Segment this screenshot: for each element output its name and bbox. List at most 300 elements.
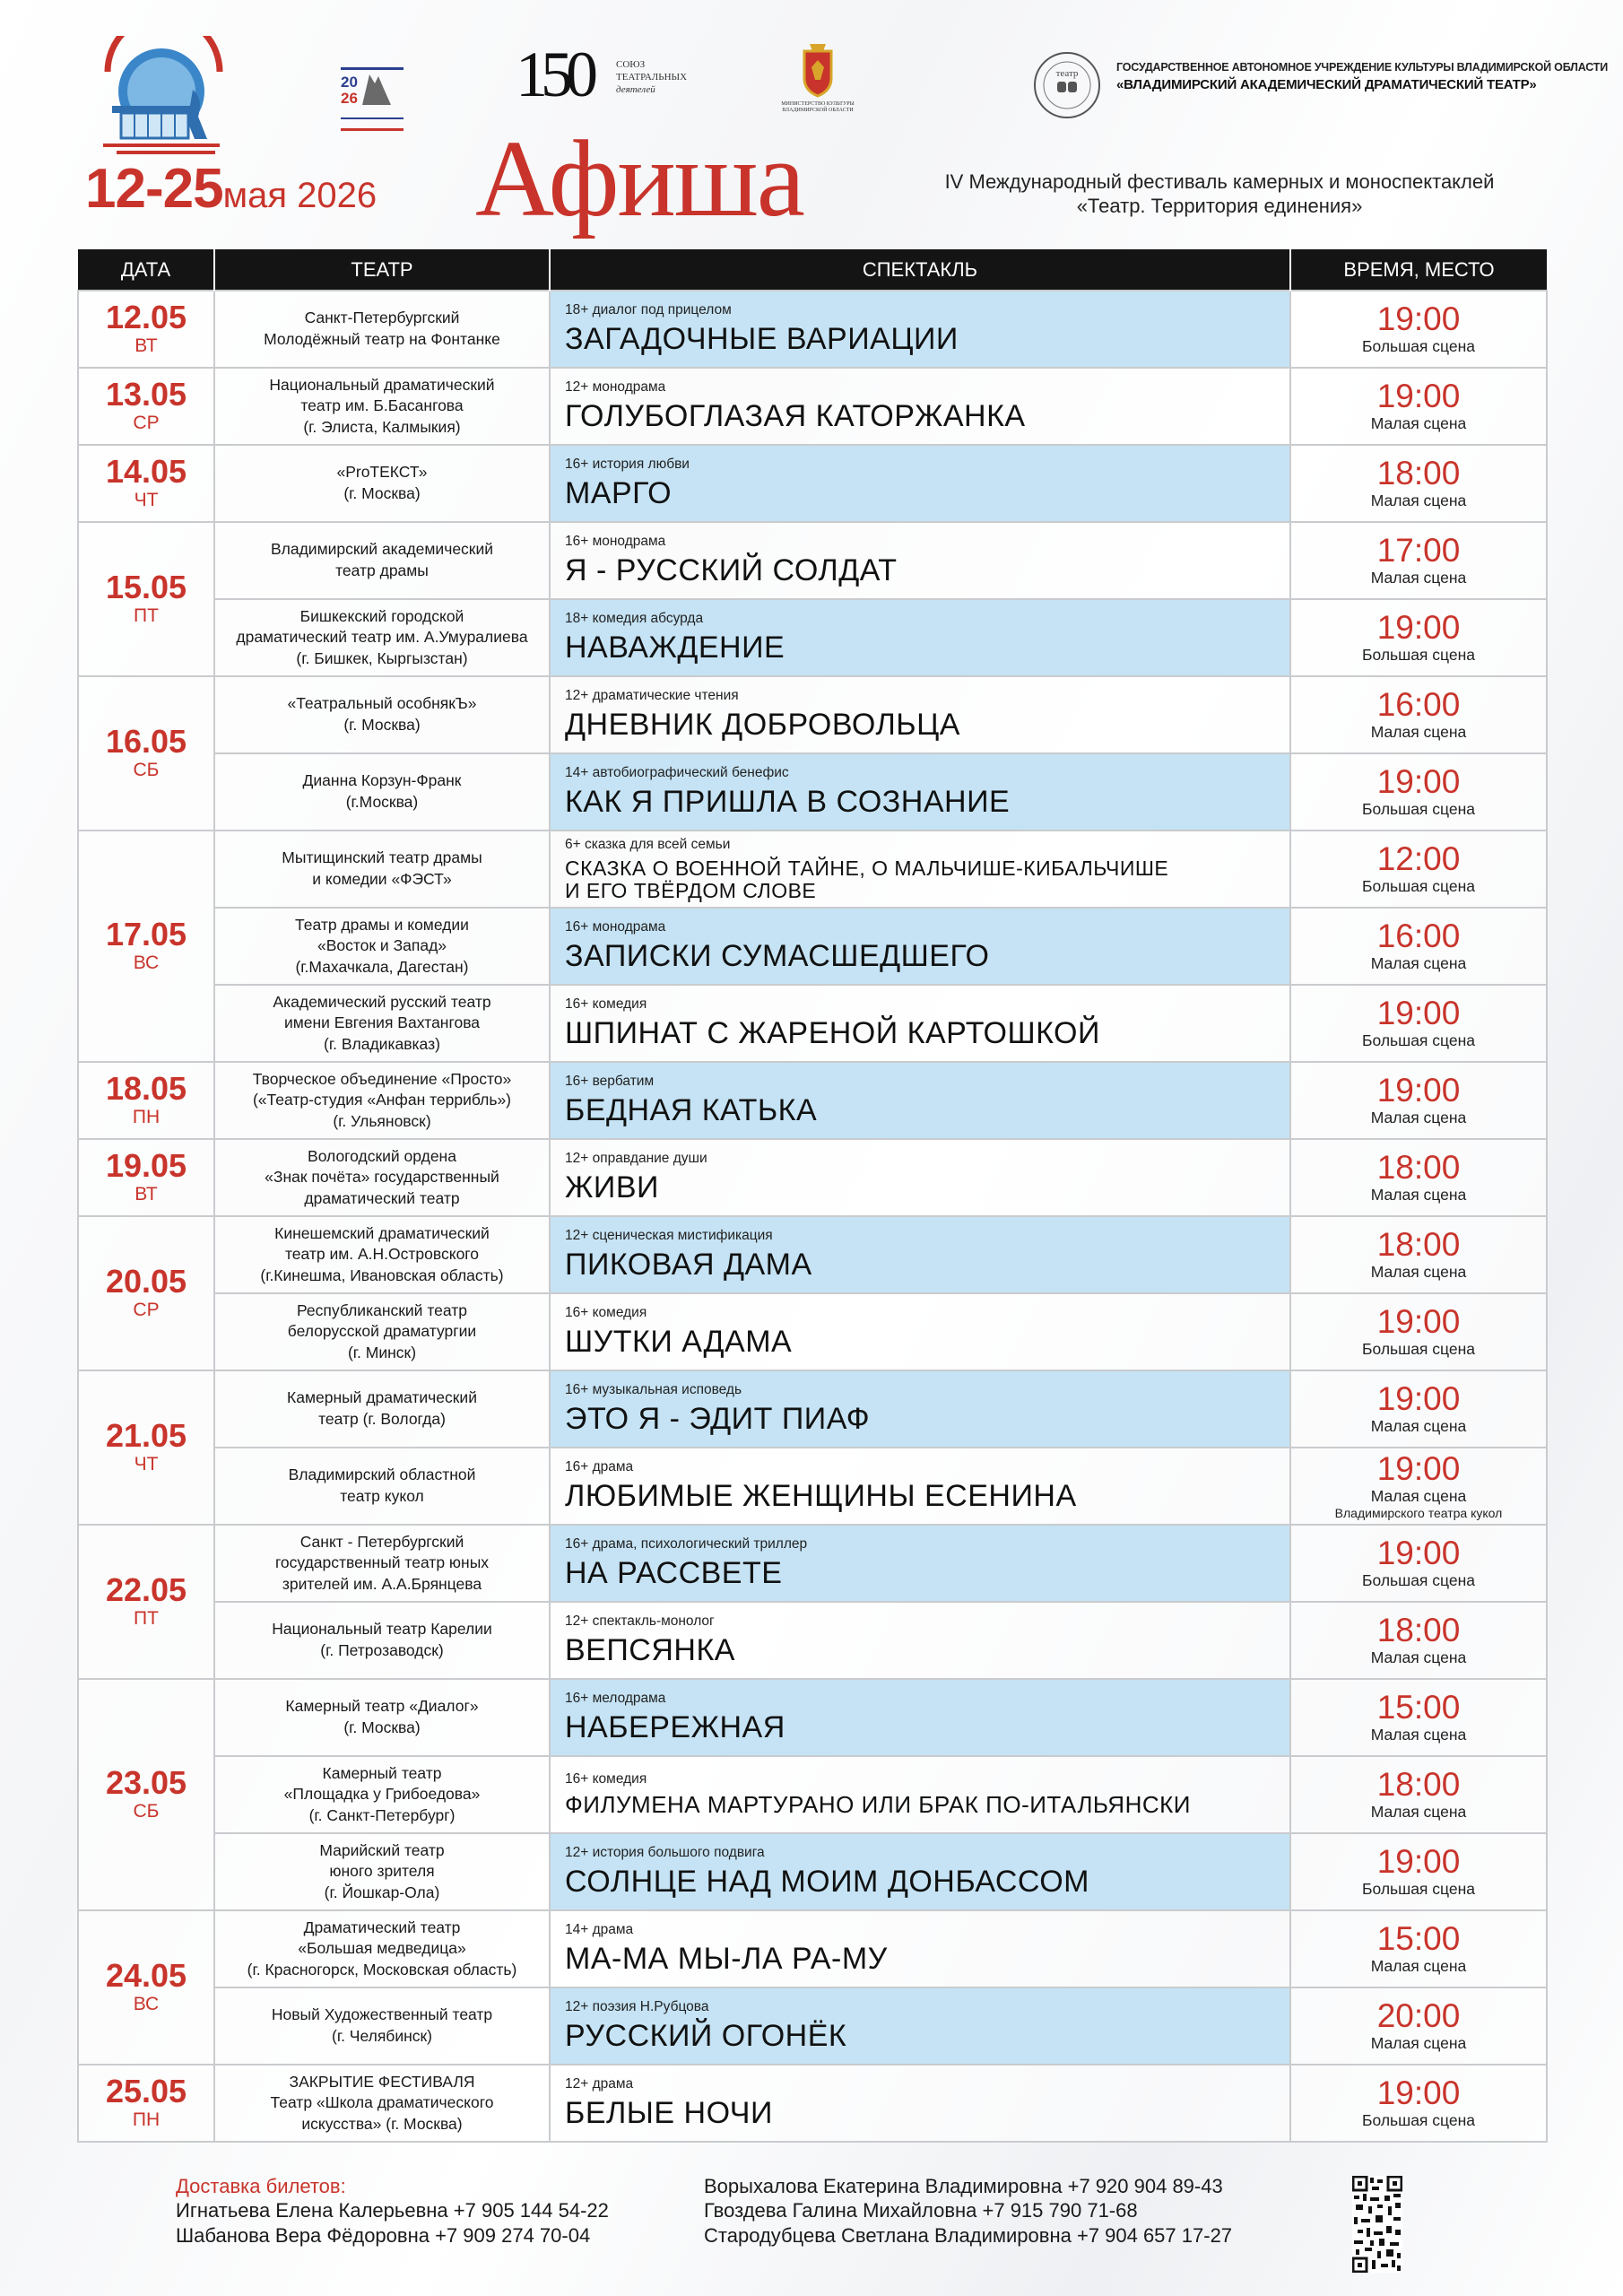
venue: Малая сцена	[1370, 1263, 1467, 1281]
date-cell	[78, 676, 214, 831]
time-venue-cell	[1290, 676, 1547, 753]
theatre-name: «Театральный особнякЪ» (г. Москва)	[287, 694, 477, 734]
schedule-row	[78, 1216, 1547, 1293]
play-genre: 6+ сказка для всей семьи	[565, 837, 731, 853]
theatre-name: Марийский театр юного зрителя (г. Йошкар-Ола)	[319, 1840, 445, 1901]
schedule-header-row	[78, 249, 1547, 291]
festival-name-line1: IV Международный фестиваль камерных и моноспектаклей	[944, 170, 1495, 193]
schedule-row	[78, 985, 1547, 1062]
theatre-name: Национальный драматический театр им. Б.Басангова (г. Элиста, Калмыкия)	[269, 375, 495, 436]
festival-logo	[85, 36, 247, 161]
theatre-cell	[214, 1833, 550, 1910]
date-cell	[78, 522, 214, 676]
schedule-row	[78, 445, 1547, 522]
play-cell	[550, 1679, 1290, 1756]
theatre-cell	[214, 599, 550, 676]
play-genre: 16+ драма	[565, 1458, 634, 1474]
time-venue-cell	[1290, 445, 1547, 522]
play-genre: 16+ монодрама	[565, 918, 666, 935]
start-time: 16:00	[1376, 918, 1461, 954]
play-genre: 14+ драма	[565, 1921, 634, 1937]
venue: Большая сцена	[1362, 1880, 1475, 1898]
start-time: 18:00	[1376, 1149, 1461, 1186]
theatre-cell	[214, 985, 550, 1062]
start-time: 19:00	[1376, 1450, 1461, 1487]
play-title: ЗАГАДОЧНЫЕ ВАРИАЦИИ	[565, 321, 959, 356]
footer	[0, 2170, 1623, 2296]
date-cell	[78, 445, 214, 522]
play-cell	[550, 445, 1290, 522]
time-venue-cell	[1290, 1602, 1547, 1679]
play-cell	[550, 1987, 1290, 2065]
schedule-row	[78, 368, 1547, 445]
play-genre: 16+ вербатим	[565, 1073, 655, 1089]
start-time: 19:00	[1376, 995, 1461, 1031]
year-of-unity-logo	[341, 67, 404, 132]
date-cell	[78, 1679, 214, 1910]
venue: Большая сцена	[1362, 800, 1475, 818]
start-time: 20:00	[1376, 1997, 1461, 2034]
date-value: 18.05	[105, 1070, 187, 1107]
start-time: 19:00	[1376, 2074, 1461, 2111]
start-time: 19:00	[1376, 1843, 1461, 1880]
time-venue-cell	[1290, 1987, 1547, 2065]
venue: Большая сцена	[1362, 646, 1475, 664]
time-venue-cell	[1290, 1216, 1547, 1293]
date-value: 20.05	[105, 1263, 187, 1300]
start-time: 15:00	[1376, 1689, 1461, 1726]
play-genre: 12+ драма	[565, 2075, 634, 2092]
theatre-cell	[214, 2065, 550, 2142]
theatre-cell	[214, 1216, 550, 1293]
play-cell	[550, 1448, 1290, 1525]
theatre-cell	[214, 291, 550, 368]
schedule-row	[78, 1370, 1547, 1448]
schedule-row	[78, 1679, 1547, 1756]
date-value: 21.05	[105, 1417, 187, 1454]
schedule-table	[77, 249, 1548, 2143]
play-cell	[550, 1756, 1290, 1833]
play-cell	[550, 1525, 1290, 1602]
play-title: ГОЛУБОГЛАЗАЯ КАТОРЖАНКА	[565, 398, 1026, 433]
column-header-theatre: ТЕАТР	[214, 249, 550, 291]
play-title: ПИКОВАЯ ДАМА	[565, 1247, 812, 1282]
play-genre: 12+ поэзия Н.Рубцова	[565, 1998, 709, 2014]
play-cell	[550, 985, 1290, 1062]
theatre-cell	[214, 1756, 550, 1833]
theatre-cell	[214, 368, 550, 445]
start-time: 19:00	[1376, 378, 1461, 414]
column-header-time-venue: ВРЕМЯ, МЕСТО	[1290, 249, 1547, 291]
contact-line: Гвоздева Галина Михайловна +7 915 790 71-68	[704, 2199, 1138, 2222]
venue: Малая сцена	[1370, 414, 1467, 432]
theatre-name: Владимирский областной театр кукол	[288, 1465, 476, 1505]
play-title: ДНЕВНИК ДОБРОВОЛЬЦА	[565, 707, 960, 742]
play-cell	[550, 1216, 1290, 1293]
schedule-row	[78, 1448, 1547, 1525]
schedule-row	[78, 1062, 1547, 1139]
contact-line: Ворыхалова Екатерина Владимировна +7 920 904 89-43	[704, 2175, 1223, 2197]
svg-text:СОЮЗ: СОЮЗ	[616, 59, 646, 70]
time-venue-cell	[1290, 522, 1547, 599]
venue: Малая сцена	[1370, 569, 1467, 587]
venue: Большая сцена	[1362, 2111, 1475, 2129]
play-cell	[550, 291, 1290, 368]
theatre-name: Кинешемский драматический театр им. А.Н.Островского (г.Кинешма, Ивановская область)	[260, 1223, 504, 1284]
play-title: НАБЕРЕЖНАЯ	[565, 1709, 785, 1744]
svg-text:театр: театр	[1055, 68, 1079, 79]
theatre-cell	[214, 1910, 550, 1987]
schedule-row	[78, 291, 1547, 368]
play-title: РУССКИЙ ОГОНЁК	[565, 2018, 847, 2053]
theatre-name: ЗАКРЫТИЕ ФЕСТИВАЛЯ Театр «Школа драматического искусства» (г. Москва)	[270, 2072, 494, 2133]
start-time: 19:00	[1376, 300, 1461, 337]
venue: Малая сцена	[1370, 1417, 1467, 1435]
time-venue-cell	[1290, 1370, 1547, 1448]
play-genre: 16+ драма, психологический триллер	[565, 1535, 808, 1552]
schedule-row	[78, 1987, 1547, 2065]
play-title: ЖИВИ	[565, 1170, 659, 1205]
venue: Большая сцена	[1362, 877, 1475, 895]
weekday: ПН	[132, 1107, 161, 1127]
venue: Малая сцена	[1370, 723, 1467, 741]
theatre-cell	[214, 1062, 550, 1139]
start-time: 15:00	[1376, 1920, 1461, 1957]
theatre-cell	[214, 1602, 550, 1679]
time-venue-cell	[1290, 368, 1547, 445]
theatre-name: Драматический театр «Большая медведица» (г. Красногорск, Московская область)	[247, 1918, 517, 1979]
play-cell	[550, 368, 1290, 445]
time-venue-cell	[1290, 1139, 1547, 1216]
play-genre: 16+ музыкальная исповедь	[565, 1381, 742, 1397]
venue: Большая сцена	[1362, 337, 1475, 355]
start-time: 19:00	[1376, 1303, 1461, 1340]
theatre-cell	[214, 676, 550, 753]
venue: Малая сцена	[1370, 1726, 1467, 1744]
date-value: 24.05	[105, 1957, 187, 1994]
svg-text:26: 26	[341, 90, 358, 107]
play-cell	[550, 1293, 1290, 1370]
theatre-cell	[214, 908, 550, 985]
venue: Большая сцена	[1362, 1031, 1475, 1049]
date-value: 19.05	[105, 1147, 187, 1184]
theatre-cell	[214, 1370, 550, 1448]
theatre-cell	[214, 445, 550, 522]
date-cell	[78, 1910, 214, 2065]
date-cell	[78, 831, 214, 1062]
play-cell	[550, 753, 1290, 831]
time-venue-cell	[1290, 1910, 1547, 1987]
ticket-contacts-right	[704, 2174, 1232, 2248]
schedule-body	[78, 291, 1547, 2142]
svg-text:ТЕАТРАЛЬНЫХ: ТЕАТРАЛЬНЫХ	[616, 72, 688, 83]
schedule-row	[78, 1139, 1547, 1216]
venue: Малая сцена	[1370, 1648, 1467, 1666]
qr-code-icon[interactable]	[1352, 2176, 1402, 2273]
organization-name	[1116, 61, 1608, 92]
venue: Малая сцена	[1370, 1109, 1467, 1126]
theatre-name: «ProТЕКСТ» (г. Москва)	[336, 463, 428, 502]
play-genre: 16+ монодрама	[565, 533, 666, 549]
time-venue-cell	[1290, 1062, 1547, 1139]
venue: Большая сцена	[1362, 1571, 1475, 1589]
contact-line: Стародубцева Светлана Владимировна +7 904 657 17-27	[704, 2223, 1233, 2247]
play-title: ФИЛУМЕНА МАРТУРАНО ИЛИ БРАК ПО-ИТАЛЬЯНСКИ	[565, 1791, 1191, 1819]
play-title: МА-МА МЫ-ЛА РА-МУ	[565, 1941, 888, 1976]
venue: Малая сцена	[1370, 1487, 1467, 1505]
play-title: ВЕПСЯНКА	[565, 1632, 735, 1667]
start-time: 19:00	[1376, 763, 1461, 800]
venue: Малая сцена	[1370, 1957, 1467, 1975]
theatre-name: Национальный театр Карелии (г. Петрозаводск)	[272, 1620, 492, 1659]
weekday: ВТ	[135, 335, 158, 356]
schedule-row	[78, 1525, 1547, 1602]
theatre-name: Камерный театр «Диалог» (г. Москва)	[285, 1697, 479, 1736]
date-value: 16.05	[105, 723, 187, 760]
schedule-row	[78, 908, 1547, 985]
play-genre: 12+ история большого подвига	[565, 1844, 765, 1860]
time-venue-cell	[1290, 1293, 1547, 1370]
time-venue-cell	[1290, 1679, 1547, 1756]
play-genre: 16+ комедия	[565, 996, 647, 1012]
theatre-name: Бишкекский городской драматический театр им. А.Умуралиева (г. Бишкек, Кыргызстан)	[236, 606, 528, 667]
page-header	[0, 0, 1623, 242]
play-title: НА РАССВЕТЕ	[565, 1555, 783, 1590]
ministry-coat-of-arms-logo	[767, 40, 870, 112]
ticket-delivery	[176, 2174, 609, 2248]
play-cell	[550, 908, 1290, 985]
play-title: НАВАЖДЕНИЕ	[565, 630, 785, 665]
play-title: ШУТКИ АДАМА	[565, 1324, 793, 1359]
weekday: ПТ	[134, 605, 159, 626]
theatre-name: Санкт - Петербургский государственный театр юных зрителей им. А.А.Брянцева	[274, 1532, 490, 1593]
time-venue-cell	[1290, 1448, 1547, 1525]
theatre-name: Республиканский театр белорусской драматургии (г. Минск)	[287, 1300, 477, 1361]
time-venue-cell	[1290, 291, 1547, 368]
start-time: 18:00	[1376, 1612, 1461, 1648]
date-cell	[78, 1062, 214, 1139]
play-title: ЛЮБИМЫЕ ЖЕНЩИНЫ ЕСЕНИНА	[565, 1478, 1077, 1513]
theatre-name: Камерный драматический театр (г. Вологда)	[287, 1388, 477, 1428]
venue: Малая сцена	[1370, 491, 1467, 509]
venue: Малая сцена	[1370, 954, 1467, 972]
start-time: 19:00	[1376, 1535, 1461, 1571]
play-genre: 12+ оправдание души	[565, 1150, 707, 1166]
theatre-name: Владимирский академический театр драмы	[270, 540, 494, 579]
schedule-row	[78, 1756, 1547, 1833]
weekday: ВТ	[135, 1184, 158, 1205]
time-venue-cell	[1290, 1525, 1547, 1602]
time-venue-cell	[1290, 753, 1547, 831]
schedule-row	[78, 1602, 1547, 1679]
theatre-name: Мытищинский театр драмы и комедии «ФЭСТ»	[282, 848, 482, 888]
theatre-name: Творческое объединение «Просто» («Театр-студия «Анфан террибль») (г. Ульяновск)	[252, 1069, 512, 1130]
weekday: ПТ	[134, 1608, 159, 1629]
play-genre: 12+ спектакль-монолог	[565, 1613, 715, 1629]
play-genre: 18+ комедия абсурда	[565, 610, 704, 626]
date-value: 25.05	[105, 2073, 187, 2109]
date-value: 12.05	[105, 299, 187, 335]
weekday: ВС	[133, 1994, 160, 2014]
play-genre: 18+ диалог под прицелом	[565, 301, 732, 317]
schedule-row	[78, 676, 1547, 753]
start-time: 17:00	[1376, 532, 1461, 569]
schedule-row	[78, 599, 1547, 676]
venue: Большая сцена	[1362, 1340, 1475, 1358]
time-venue-cell	[1290, 831, 1547, 908]
contact-line: Игнатьева Елена Калерьевна +7 905 144 54-22	[176, 2199, 609, 2222]
theatre-name: Академический русский театр имени Евгения Вахтангова (г. Владикавказ)	[273, 992, 491, 1053]
time-venue-cell	[1290, 1833, 1547, 1910]
schedule-row	[78, 831, 1547, 908]
schedule-row	[78, 2065, 1547, 2142]
vadt-seal-logo	[1027, 49, 1107, 121]
play-cell	[550, 676, 1290, 753]
weekday: СР	[133, 413, 160, 433]
date-cell	[78, 1139, 214, 1216]
play-title: КАК Я ПРИШЛА В СОЗНАНИЕ	[565, 784, 1011, 819]
weekday: ВС	[133, 952, 160, 973]
festival-name	[879, 170, 1560, 219]
play-cell	[550, 1062, 1290, 1139]
festival-name-line2: «Театр. Территория единения»	[1076, 194, 1363, 217]
time-venue-cell	[1290, 2065, 1547, 2142]
play-genre: 16+ комедия	[565, 1771, 647, 1787]
play-genre: 14+ автобиографический бенефис	[565, 764, 789, 780]
organization-title: «ВЛАДИМИРСКИЙ АКАДЕМИЧЕСКИЙ ДРАМАТИЧЕСКИЙ ТЕАТР»	[1116, 77, 1537, 92]
dates-month-year: мая 2026	[222, 176, 378, 215]
venue: Малая сцена	[1370, 2034, 1467, 2052]
column-header-play: СПЕКТАКЛЬ	[550, 249, 1290, 291]
start-time: 18:00	[1376, 455, 1461, 491]
theatre-cell	[214, 1987, 550, 2065]
play-cell	[550, 2065, 1290, 2142]
venue: Малая сцена	[1370, 1803, 1467, 1821]
svg-text:ВЛАДИМИРСКОЙ ОБЛАСТИ: ВЛАДИМИРСКОЙ ОБЛАСТИ	[782, 108, 854, 112]
weekday: ЧТ	[134, 490, 159, 510]
svg-text:МИНИСТЕРСТВО КУЛЬТУРЫ: МИНИСТЕРСТВО КУЛЬТУРЫ	[781, 101, 855, 107]
play-title: СКАЗКА О ВОЕННОЙ ТАЙНЕ, О МАЛЬЧИШЕ-КИБАЛЬЧИШЕ И ЕГО ТВЁРДОМ СЛОВЕ	[565, 857, 1169, 902]
time-venue-cell	[1290, 1756, 1547, 1833]
play-genre: 12+ драматические чтения	[565, 687, 739, 703]
play-cell	[550, 1910, 1290, 1987]
date-cell	[78, 2065, 214, 2142]
time-venue-cell	[1290, 985, 1547, 1062]
play-cell	[550, 522, 1290, 599]
time-venue-cell	[1290, 599, 1547, 676]
venue-extra: Владимирского театра кукол	[1334, 1506, 1503, 1520]
contact-line: Шабанова Вера Фёдоровна +7 909 274 70-04	[176, 2223, 591, 2247]
play-title: Я - РУССКИЙ СОЛДАТ	[565, 552, 898, 587]
theatre-name: Санкт-Петербургский Молодёжный театр на Фонтанке	[264, 309, 500, 348]
schedule-row	[78, 1293, 1547, 1370]
play-cell	[550, 1139, 1290, 1216]
venue: Малая сцена	[1370, 1186, 1467, 1204]
date-cell	[78, 368, 214, 445]
start-time: 19:00	[1376, 1072, 1461, 1109]
date-cell	[78, 1216, 214, 1370]
weekday: СР	[133, 1300, 160, 1320]
svg-text:деятелей: деятелей	[616, 84, 655, 95]
play-genre: 16+ мелодрама	[565, 1690, 666, 1706]
play-cell	[550, 599, 1290, 676]
theatre-name: Дианна Корзун-Франк (г.Москва)	[302, 771, 462, 811]
dates-range: 12-25	[85, 158, 223, 220]
play-cell	[550, 1602, 1290, 1679]
column-header-date: ДАТА	[78, 249, 214, 291]
play-cell	[550, 831, 1290, 908]
theatre-cell	[214, 1293, 550, 1370]
play-title: БЕДНАЯ КАТЬКА	[565, 1092, 818, 1127]
time-venue-cell	[1290, 908, 1547, 985]
play-genre: 12+ сценическая мистификация	[565, 1227, 773, 1243]
date-value: 13.05	[105, 376, 187, 413]
play-title: БЕЛЫЕ НОЧИ	[565, 2095, 773, 2130]
theatre-name: Вологодский ордена «Знак почёта» государственный драматический театр	[265, 1146, 499, 1207]
start-time: 19:00	[1376, 1380, 1461, 1417]
start-time: 19:00	[1376, 609, 1461, 646]
theatre-cell	[214, 1679, 550, 1756]
date-cell	[78, 1525, 214, 1679]
organization-type: ГОСУДАРСТВЕННОЕ АВТОНОМНОЕ УЧРЕЖДЕНИЕ КУЛЬТУРЫ ВЛАДИМИРСКОЙ ОБЛАСТИ	[1116, 61, 1608, 74]
schedule-row	[78, 753, 1547, 831]
festival-dates	[85, 157, 377, 221]
theatre-cell	[214, 1448, 550, 1525]
play-title: СОЛНЦЕ НАД МОИМ ДОНБАССОМ	[565, 1864, 1089, 1899]
theatre-name: Камерный театр «Площадка у Грибоедова» (г. Санкт-Петербург)	[283, 1763, 481, 1824]
date-cell	[78, 1370, 214, 1525]
play-genre: 16+ история любви	[565, 456, 690, 472]
play-title: ШПИНАТ С ЖАРЕНОЙ КАРТОШКОЙ	[565, 1015, 1100, 1050]
play-genre: 12+ монодрама	[565, 378, 666, 395]
theatre-cell	[214, 1525, 550, 1602]
page-title: Афиша	[475, 118, 803, 239]
theatre-cell	[214, 831, 550, 908]
start-time: 18:00	[1376, 1766, 1461, 1803]
start-time: 12:00	[1376, 840, 1461, 877]
schedule-row	[78, 1833, 1547, 1910]
theatre-name: Театр драмы и комедии «Восток и Запад» (г.Махачкала, Дагестан)	[295, 915, 469, 976]
svg-text:20: 20	[341, 74, 358, 91]
start-time: 16:00	[1376, 686, 1461, 723]
play-genre: 16+ комедия	[565, 1304, 647, 1320]
schedule-row	[78, 522, 1547, 599]
play-cell	[550, 1370, 1290, 1448]
play-title: МАРГО	[565, 475, 673, 510]
theatre-cell	[214, 522, 550, 599]
date-value: 15.05	[105, 569, 187, 605]
std-150-logo	[516, 40, 695, 108]
date-cell	[78, 291, 214, 368]
weekday: СБ	[133, 760, 160, 780]
start-time: 18:00	[1376, 1226, 1461, 1263]
play-title: ЭТО Я - ЭДИТ ПИАФ	[565, 1401, 871, 1436]
svg-text:150: 150	[516, 40, 591, 108]
theatre-cell	[214, 1139, 550, 1216]
date-value: 17.05	[105, 916, 187, 952]
weekday: ЧТ	[134, 1454, 159, 1474]
date-value: 23.05	[105, 1764, 187, 1801]
delivery-title: Доставка билетов:	[176, 2175, 346, 2197]
date-value: 22.05	[105, 1571, 187, 1608]
weekday: СБ	[133, 1801, 160, 1822]
weekday: ПН	[132, 2109, 161, 2130]
theatre-name: Новый Художественный театр (г. Челябинск)	[271, 2005, 493, 2045]
play-title: ЗАПИСКИ СУМАСШЕДШЕГО	[565, 938, 990, 973]
date-value: 14.05	[105, 453, 187, 490]
play-cell	[550, 1833, 1290, 1910]
theatre-cell	[214, 753, 550, 831]
